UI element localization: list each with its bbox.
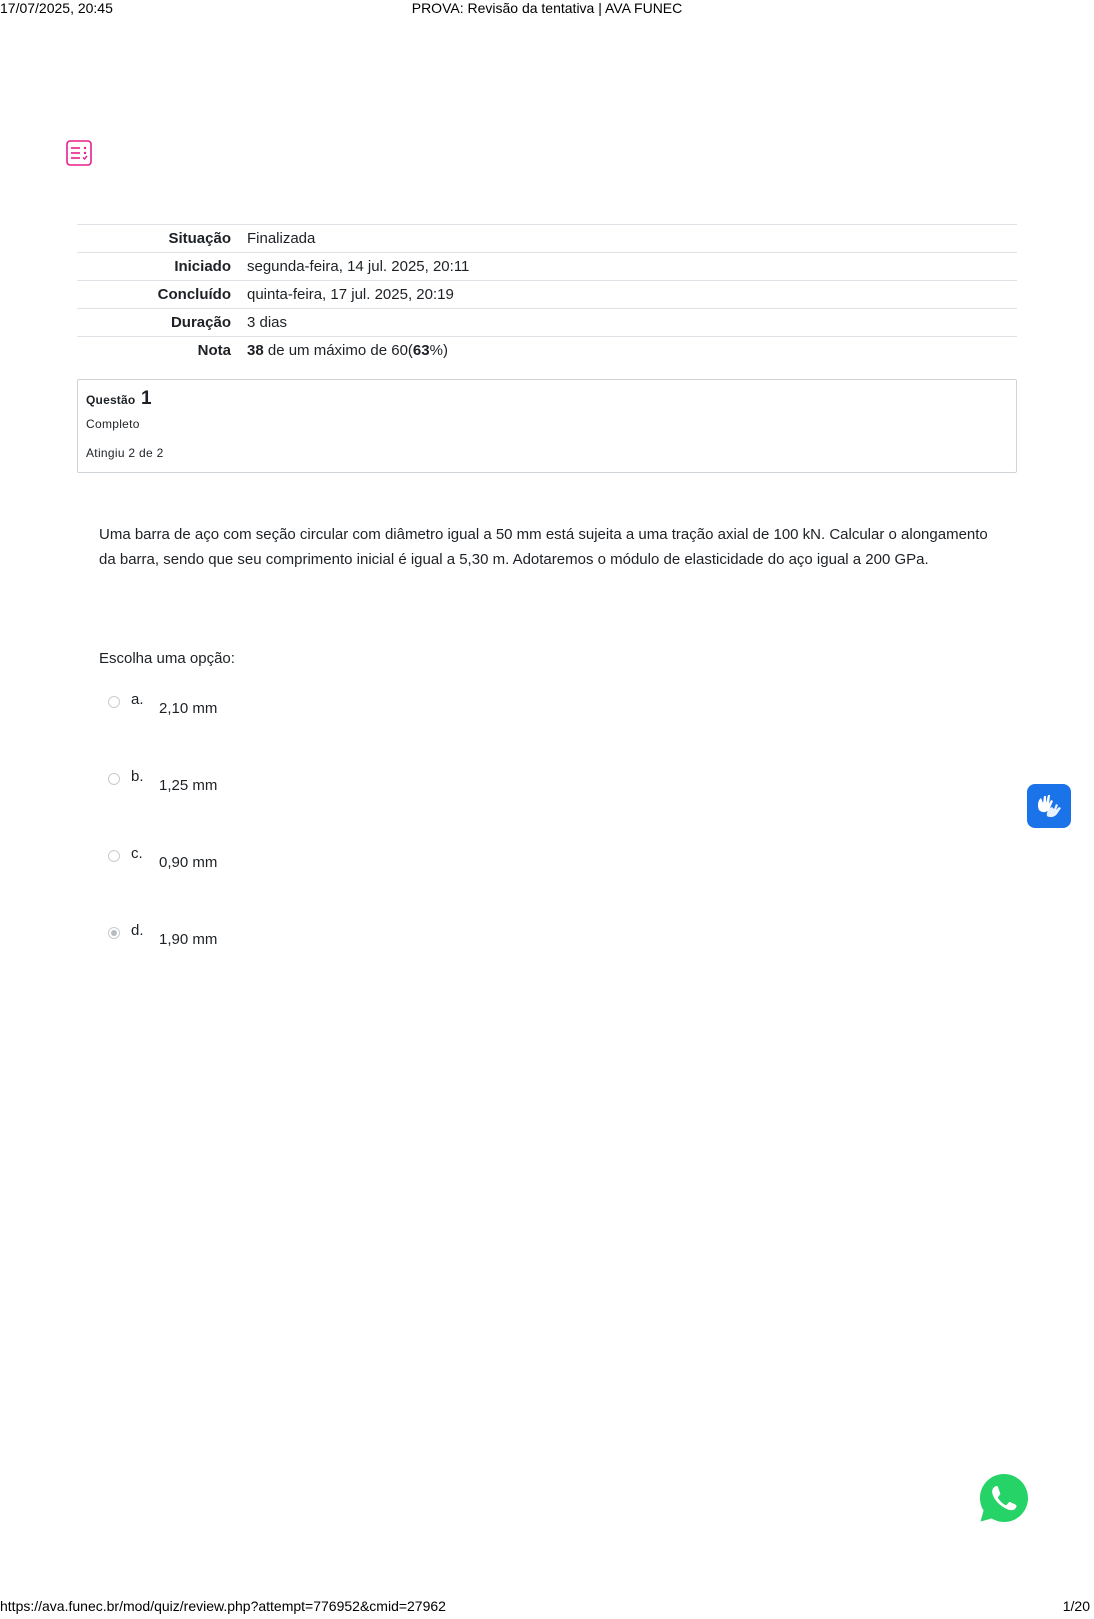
summary-row-iniciado <box>77 253 1017 281</box>
option-a[interactable] <box>107 691 407 734</box>
attempt-summary-table <box>77 224 1017 364</box>
print-header <box>0 0 1094 20</box>
summary-value: 3 dias <box>247 313 288 331</box>
print-page-number: 1/20 <box>1062 1598 1090 1614</box>
summary-value: Finalizada <box>247 229 316 247</box>
print-url: https://ava.funec.br/mod/quiz/review.php?attempt=776952&cmid=27962 <box>0 1598 446 1614</box>
option-letter: d. <box>131 922 144 939</box>
option-text: 1,25 mm <box>159 777 218 794</box>
summary-value: quinta-feira, 17 jul. 2025, 20:19 <box>247 285 454 303</box>
summary-row-nota <box>77 337 1017 365</box>
radio-button[interactable] <box>108 850 120 862</box>
summary-value: segunda-feira, 14 jul. 2025, 20:11 <box>247 257 470 275</box>
option-text: 0,90 mm <box>159 854 218 871</box>
question-text: Uma barra de aço com seção circular com diâmetro igual a 50 mm está sujeita a uma tração axial de 100 kN. Calcular o alongamento da barra, sendo que seu comprimento inicial é igual a 5,30 m. Adotaremos o módulo de elasticidade do aço igual a 200 GPa. <box>99 526 988 568</box>
question-info-box <box>77 379 1017 473</box>
option-b[interactable] <box>107 768 407 811</box>
option-letter: c. <box>131 845 143 862</box>
grade-value <box>239 337 1017 365</box>
whatsapp-chat-button[interactable] <box>977 1471 1031 1525</box>
grade-score: 38 <box>247 341 264 359</box>
grade-end: %) <box>429 341 448 359</box>
question-title-prefix: Questão <box>86 393 136 407</box>
answer-prompt: Escolha uma opção: <box>99 650 235 667</box>
question-title <box>86 388 152 410</box>
summary-row-situacao <box>77 225 1017 253</box>
summary-label: Duração <box>170 313 231 331</box>
summary-label: Concluído <box>157 285 231 303</box>
summary-row-concluido <box>77 281 1017 309</box>
vlibras-accessibility-button[interactable] <box>1027 784 1071 828</box>
option-c[interactable] <box>107 845 407 888</box>
grade-middle: de um máximo de 60( <box>263 341 413 359</box>
question-state: Completo <box>86 417 140 431</box>
summary-label: Nota <box>197 341 231 359</box>
question-grade: Atingiu 2 de 2 <box>86 446 164 460</box>
radio-button-selected[interactable] <box>108 927 120 939</box>
option-text: 1,90 mm <box>159 931 218 948</box>
option-letter: b. <box>131 768 144 785</box>
radio-button[interactable] <box>108 696 120 708</box>
whatsapp-icon <box>977 1512 1031 1529</box>
summary-label: Iniciado <box>174 257 231 275</box>
quiz-navigation-icon[interactable] <box>66 140 92 166</box>
option-letter: a. <box>131 691 144 708</box>
summary-label: Situação <box>168 229 231 247</box>
summary-row-duracao <box>77 309 1017 337</box>
print-date: 17/07/2025, 20:45 <box>0 0 113 16</box>
print-page-title: PROVA: Revisão da tentativa | AVA FUNEC <box>411 0 683 16</box>
grade-percent: 63 <box>412 341 430 359</box>
question-number: 1 <box>140 388 152 409</box>
radio-button[interactable] <box>108 773 120 785</box>
option-text: 2,10 mm <box>159 700 218 717</box>
print-footer <box>0 1598 1094 1618</box>
option-d[interactable] <box>107 922 407 965</box>
